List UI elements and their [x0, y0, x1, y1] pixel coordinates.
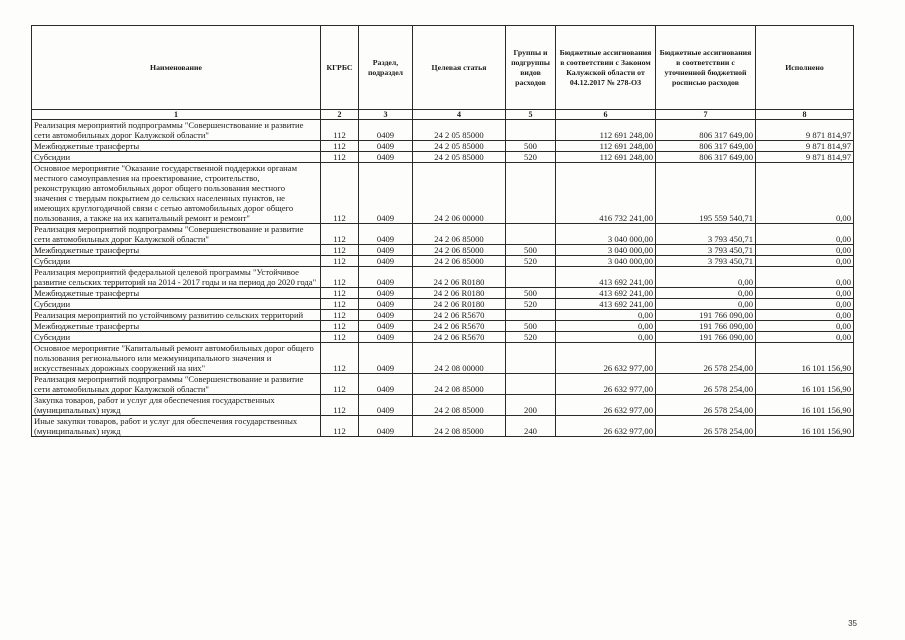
cell-target: 24 2 06 R0180 [413, 288, 506, 299]
table-row [32, 416, 854, 437]
cell-name: Реализация мероприятий федеральной целевой программы "Устойчивое развитие сельских территорий на 2014 - 2017 годы и на период до 2020 года" [32, 267, 321, 288]
table-row [32, 310, 854, 321]
cell-revised-amount: 0,00 [656, 267, 756, 288]
cell-vid: 200 [506, 395, 556, 416]
cell-vid [506, 343, 556, 374]
cell-revised-amount: 191 766 090,00 [656, 310, 756, 321]
cell-revised-amount: 26 578 254,00 [656, 374, 756, 395]
cell-vid: 500 [506, 288, 556, 299]
cell-law-amount: 3 040 000,00 [556, 224, 656, 245]
cell-kgrbs: 112 [321, 288, 359, 299]
cell-vid [506, 267, 556, 288]
cell-kgrbs: 112 [321, 343, 359, 374]
cell-name: Иные закупки товаров, работ и услуг для обеспечения государственных (муниципальных) нужд [32, 416, 321, 437]
cell-executed-amount: 16 101 156,90 [756, 343, 854, 374]
cell-name: Реализация мероприятий по устойчивому развитию сельских территорий [32, 310, 321, 321]
cell-target: 24 2 06 85000 [413, 224, 506, 245]
header-kgrbs: КГРБС [321, 26, 359, 110]
cell-law-amount: 0,00 [556, 321, 656, 332]
column-numbers-row [32, 110, 854, 120]
header-revised: Бюджетные ассигнования в соответствии с уточненной бюджетной росписью расходов [656, 26, 756, 110]
cell-target: 24 2 08 85000 [413, 416, 506, 437]
cell-target: 24 2 06 85000 [413, 245, 506, 256]
cell-vid: 520 [506, 256, 556, 267]
cell-name: Реализация мероприятий подпрограммы "Совершенствование и развитие сети автомобильных дорог Калужской области" [32, 374, 321, 395]
cell-kgrbs: 112 [321, 152, 359, 163]
cell-executed-amount: 0,00 [756, 224, 854, 245]
cell-kgrbs: 112 [321, 224, 359, 245]
cell-kgrbs: 112 [321, 416, 359, 437]
cell-revised-amount: 3 793 450,71 [656, 256, 756, 267]
cell-executed-amount: 0,00 [756, 163, 854, 224]
cell-razdel: 0409 [359, 256, 413, 267]
cell-executed-amount: 0,00 [756, 321, 854, 332]
table-body [32, 110, 854, 437]
header-name: Наименование [32, 26, 321, 110]
table-row [32, 245, 854, 256]
table-row [32, 332, 854, 343]
cell-revised-amount: 3 793 450,71 [656, 224, 756, 245]
cell-vid: 520 [506, 152, 556, 163]
cell-executed-amount: 0,00 [756, 332, 854, 343]
column-number: 8 [756, 110, 854, 120]
cell-law-amount: 0,00 [556, 310, 656, 321]
table-row [32, 256, 854, 267]
cell-kgrbs: 112 [321, 299, 359, 310]
column-number: 5 [506, 110, 556, 120]
table-row [32, 120, 854, 141]
cell-vid: 240 [506, 416, 556, 437]
cell-executed-amount: 16 101 156,90 [756, 416, 854, 437]
cell-razdel: 0409 [359, 299, 413, 310]
cell-kgrbs: 112 [321, 256, 359, 267]
cell-executed-amount: 9 871 814,97 [756, 152, 854, 163]
cell-law-amount: 26 632 977,00 [556, 343, 656, 374]
cell-kgrbs: 112 [321, 163, 359, 224]
table-row [32, 224, 854, 245]
cell-kgrbs: 112 [321, 374, 359, 395]
page-number: 35 [848, 619, 857, 628]
cell-kgrbs: 112 [321, 321, 359, 332]
column-number: 2 [321, 110, 359, 120]
cell-razdel: 0409 [359, 141, 413, 152]
cell-target: 24 2 06 R0180 [413, 299, 506, 310]
cell-razdel: 0409 [359, 267, 413, 288]
cell-revised-amount: 26 578 254,00 [656, 416, 756, 437]
cell-razdel: 0409 [359, 343, 413, 374]
cell-vid [506, 224, 556, 245]
cell-target: 24 2 06 R5670 [413, 321, 506, 332]
cell-target: 24 2 05 85000 [413, 141, 506, 152]
cell-law-amount: 3 040 000,00 [556, 245, 656, 256]
cell-executed-amount: 0,00 [756, 245, 854, 256]
cell-name: Основное мероприятие "Оказание государственной поддержки органам местного самоуправления на проектирование, строительство, реконструкцию автомобильных дорог общего пользования местного значения с твердым покрытием до сельских населенных пунктов, не имеющих круглогодичной связи с сетью автомобильных дорог общего пользования, а также на их капитальный ремонт и ремонт" [32, 163, 321, 224]
cell-target: 24 2 06 85000 [413, 256, 506, 267]
cell-target: 24 2 06 R5670 [413, 310, 506, 321]
cell-revised-amount: 806 317 649,00 [656, 152, 756, 163]
cell-revised-amount: 3 793 450,71 [656, 245, 756, 256]
cell-law-amount: 26 632 977,00 [556, 374, 656, 395]
cell-law-amount: 416 732 241,00 [556, 163, 656, 224]
table-row [32, 163, 854, 224]
header-exec: Исполнено [756, 26, 854, 110]
cell-name: Межбюджетные трансферты [32, 245, 321, 256]
header-vid: Группы и подгруппы видов расходов [506, 26, 556, 110]
header-razdel: Раздел, подраздел [359, 26, 413, 110]
cell-law-amount: 26 632 977,00 [556, 416, 656, 437]
budget-execution-table [31, 25, 854, 437]
cell-razdel: 0409 [359, 224, 413, 245]
cell-razdel: 0409 [359, 321, 413, 332]
column-number: 3 [359, 110, 413, 120]
cell-vid [506, 374, 556, 395]
table-row [32, 374, 854, 395]
cell-law-amount: 112 691 248,00 [556, 141, 656, 152]
cell-name: Межбюджетные трансферты [32, 288, 321, 299]
cell-law-amount: 112 691 248,00 [556, 152, 656, 163]
cell-kgrbs: 112 [321, 267, 359, 288]
cell-name: Субсидии [32, 332, 321, 343]
cell-vid [506, 120, 556, 141]
cell-vid: 520 [506, 299, 556, 310]
cell-target: 24 2 05 85000 [413, 152, 506, 163]
table-row [32, 299, 854, 310]
column-number: 1 [32, 110, 321, 120]
cell-name: Закупка товаров, работ и услуг для обеспечения государственных (муниципальных) нужд [32, 395, 321, 416]
table-row [32, 321, 854, 332]
cell-name: Субсидии [32, 299, 321, 310]
cell-revised-amount: 195 559 540,71 [656, 163, 756, 224]
cell-executed-amount: 0,00 [756, 256, 854, 267]
cell-kgrbs: 112 [321, 141, 359, 152]
cell-executed-amount: 16 101 156,90 [756, 374, 854, 395]
cell-executed-amount: 0,00 [756, 299, 854, 310]
table-row [32, 141, 854, 152]
cell-razdel: 0409 [359, 416, 413, 437]
table-row [32, 288, 854, 299]
cell-name: Основное мероприятие "Капитальный ремонт автомобильных дорог общего пользования регионального или межмуниципального значения и искусственных дорожных сооружений на них" [32, 343, 321, 374]
cell-kgrbs: 112 [321, 310, 359, 321]
cell-razdel: 0409 [359, 120, 413, 141]
cell-revised-amount: 191 766 090,00 [656, 321, 756, 332]
cell-target: 24 2 08 00000 [413, 343, 506, 374]
cell-revised-amount: 0,00 [656, 288, 756, 299]
cell-razdel: 0409 [359, 310, 413, 321]
cell-law-amount: 26 632 977,00 [556, 395, 656, 416]
cell-vid: 500 [506, 321, 556, 332]
column-number: 6 [556, 110, 656, 120]
cell-razdel: 0409 [359, 374, 413, 395]
cell-law-amount: 112 691 248,00 [556, 120, 656, 141]
cell-revised-amount: 806 317 649,00 [656, 120, 756, 141]
cell-target: 24 2 08 85000 [413, 395, 506, 416]
table-row [32, 152, 854, 163]
cell-revised-amount: 191 766 090,00 [656, 332, 756, 343]
cell-vid [506, 163, 556, 224]
cell-law-amount: 413 692 241,00 [556, 267, 656, 288]
cell-law-amount: 413 692 241,00 [556, 299, 656, 310]
cell-executed-amount: 16 101 156,90 [756, 395, 854, 416]
cell-law-amount: 3 040 000,00 [556, 256, 656, 267]
cell-vid: 520 [506, 332, 556, 343]
cell-kgrbs: 112 [321, 120, 359, 141]
header-target: Целевая статья [413, 26, 506, 110]
cell-executed-amount: 9 871 814,97 [756, 120, 854, 141]
cell-razdel: 0409 [359, 395, 413, 416]
cell-target: 24 2 06 R5670 [413, 332, 506, 343]
cell-kgrbs: 112 [321, 395, 359, 416]
cell-razdel: 0409 [359, 163, 413, 224]
cell-executed-amount: 9 871 814,97 [756, 141, 854, 152]
cell-vid: 500 [506, 141, 556, 152]
cell-razdel: 0409 [359, 288, 413, 299]
cell-name: Реализация мероприятий подпрограммы "Совершенствование и развитие сети автомобильных дорог Калужской области" [32, 224, 321, 245]
column-number: 7 [656, 110, 756, 120]
table-row [32, 343, 854, 374]
cell-executed-amount: 0,00 [756, 267, 854, 288]
cell-target: 24 2 05 85000 [413, 120, 506, 141]
table-row [32, 267, 854, 288]
cell-kgrbs: 112 [321, 332, 359, 343]
cell-name: Реализация мероприятий подпрограммы "Совершенствование и развитие сети автомобильных дорог Калужской области" [32, 120, 321, 141]
cell-name: Межбюджетные трансферты [32, 141, 321, 152]
cell-vid [506, 310, 556, 321]
cell-name: Субсидии [32, 152, 321, 163]
cell-razdel: 0409 [359, 245, 413, 256]
cell-name: Субсидии [32, 256, 321, 267]
cell-law-amount: 413 692 241,00 [556, 288, 656, 299]
cell-target: 24 2 08 85000 [413, 374, 506, 395]
cell-law-amount: 0,00 [556, 332, 656, 343]
cell-executed-amount: 0,00 [756, 310, 854, 321]
cell-revised-amount: 26 578 254,00 [656, 395, 756, 416]
header-law: Бюджетные ассигнования в соответствии с Законом Калужской области от 04.12.2017 № 278-ОЗ [556, 26, 656, 110]
cell-revised-amount: 806 317 649,00 [656, 141, 756, 152]
cell-kgrbs: 112 [321, 245, 359, 256]
cell-revised-amount: 0,00 [656, 299, 756, 310]
cell-razdel: 0409 [359, 152, 413, 163]
column-number: 4 [413, 110, 506, 120]
cell-target: 24 2 06 00000 [413, 163, 506, 224]
cell-vid: 500 [506, 245, 556, 256]
cell-executed-amount: 0,00 [756, 288, 854, 299]
table-row [32, 395, 854, 416]
cell-target: 24 2 06 R0180 [413, 267, 506, 288]
header-row [32, 26, 854, 110]
cell-razdel: 0409 [359, 332, 413, 343]
cell-revised-amount: 26 578 254,00 [656, 343, 756, 374]
cell-name: Межбюджетные трансферты [32, 321, 321, 332]
